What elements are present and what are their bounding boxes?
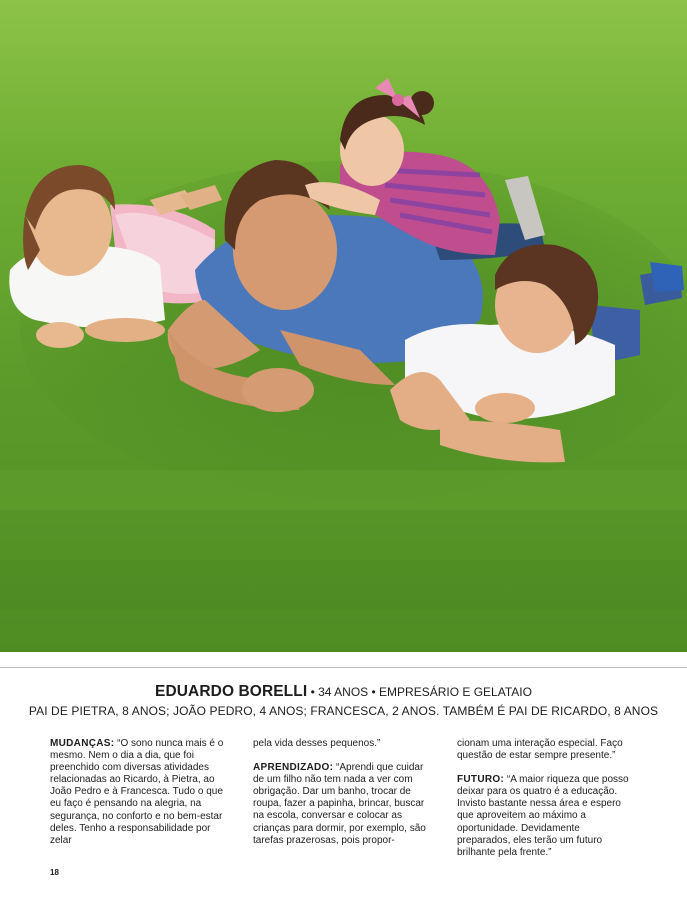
label-mudancas: MUDANÇAS: (50, 738, 115, 749)
text-futuro: “A maior riqueza que posso deixar para os quatro é a educação. Invisto bastante nessa área e espero que aproveitem ao máximo a oportunidade. Devidamente preparados, eles terão um futuro brilhante pela frente.” (457, 774, 629, 858)
person-name: EDUARDO BORELLI (155, 683, 308, 700)
children-line: PAI DE PIETRA, 8 ANOS; JOÃO PEDRO, 4 ANOS; FRANCESCA, 2 ANOS. TAMBÉM É PAI DE RICARDO, 8 ANOS (28, 704, 659, 718)
text-mudancas: “O sono nunca mais é o mesmo. Nem o dia a dia, que foi preenchido com diversas atividades relacionadas ao Ricardo, à Pietra, ao João Pedro e à Francesca. Tudo o que eu faço é pensando na alegria, na segurança, no conforto e no bem-estar deles. Tenho a responsabilidade por zelar (50, 738, 224, 846)
text-mudancas-cont: pela vida desses pequenos.” (253, 738, 381, 749)
paragraph-mudancas-cont (253, 738, 431, 750)
text-column-2 (253, 738, 431, 859)
text-aprendizado: “Aprendi que cuidar de um filho não tem nada a ver com obrigação. Dar um banho, trocar de roupa, fazer a papinha, brincar, buscar na escola, conversar e colocar as crianças para dormir, por exemplo, são tarefas prazerosas, pois propor- (253, 762, 426, 846)
paragraph-aprendizado (253, 762, 431, 847)
label-futuro: FUTURO: (457, 774, 505, 786)
text-column-1 (50, 738, 228, 859)
paragraph-mudancas (50, 738, 228, 847)
paragraph-aprendizado-cont (457, 738, 635, 762)
profile-headline (0, 683, 687, 701)
page-number: 18 (50, 868, 59, 877)
label-aprendizado: APRENDIZADO: (253, 762, 334, 774)
section-divider (0, 667, 687, 668)
person-meta: 34 ANOS • EMPRESÁRIO E GELATAIO (318, 685, 532, 699)
paragraph-futuro (457, 774, 635, 859)
text-aprendizado-cont: cionam uma interação especial. Faço questão de estar sempre presente.” (457, 738, 623, 762)
headline-separator: • (310, 685, 315, 699)
text-column-3 (457, 738, 635, 871)
